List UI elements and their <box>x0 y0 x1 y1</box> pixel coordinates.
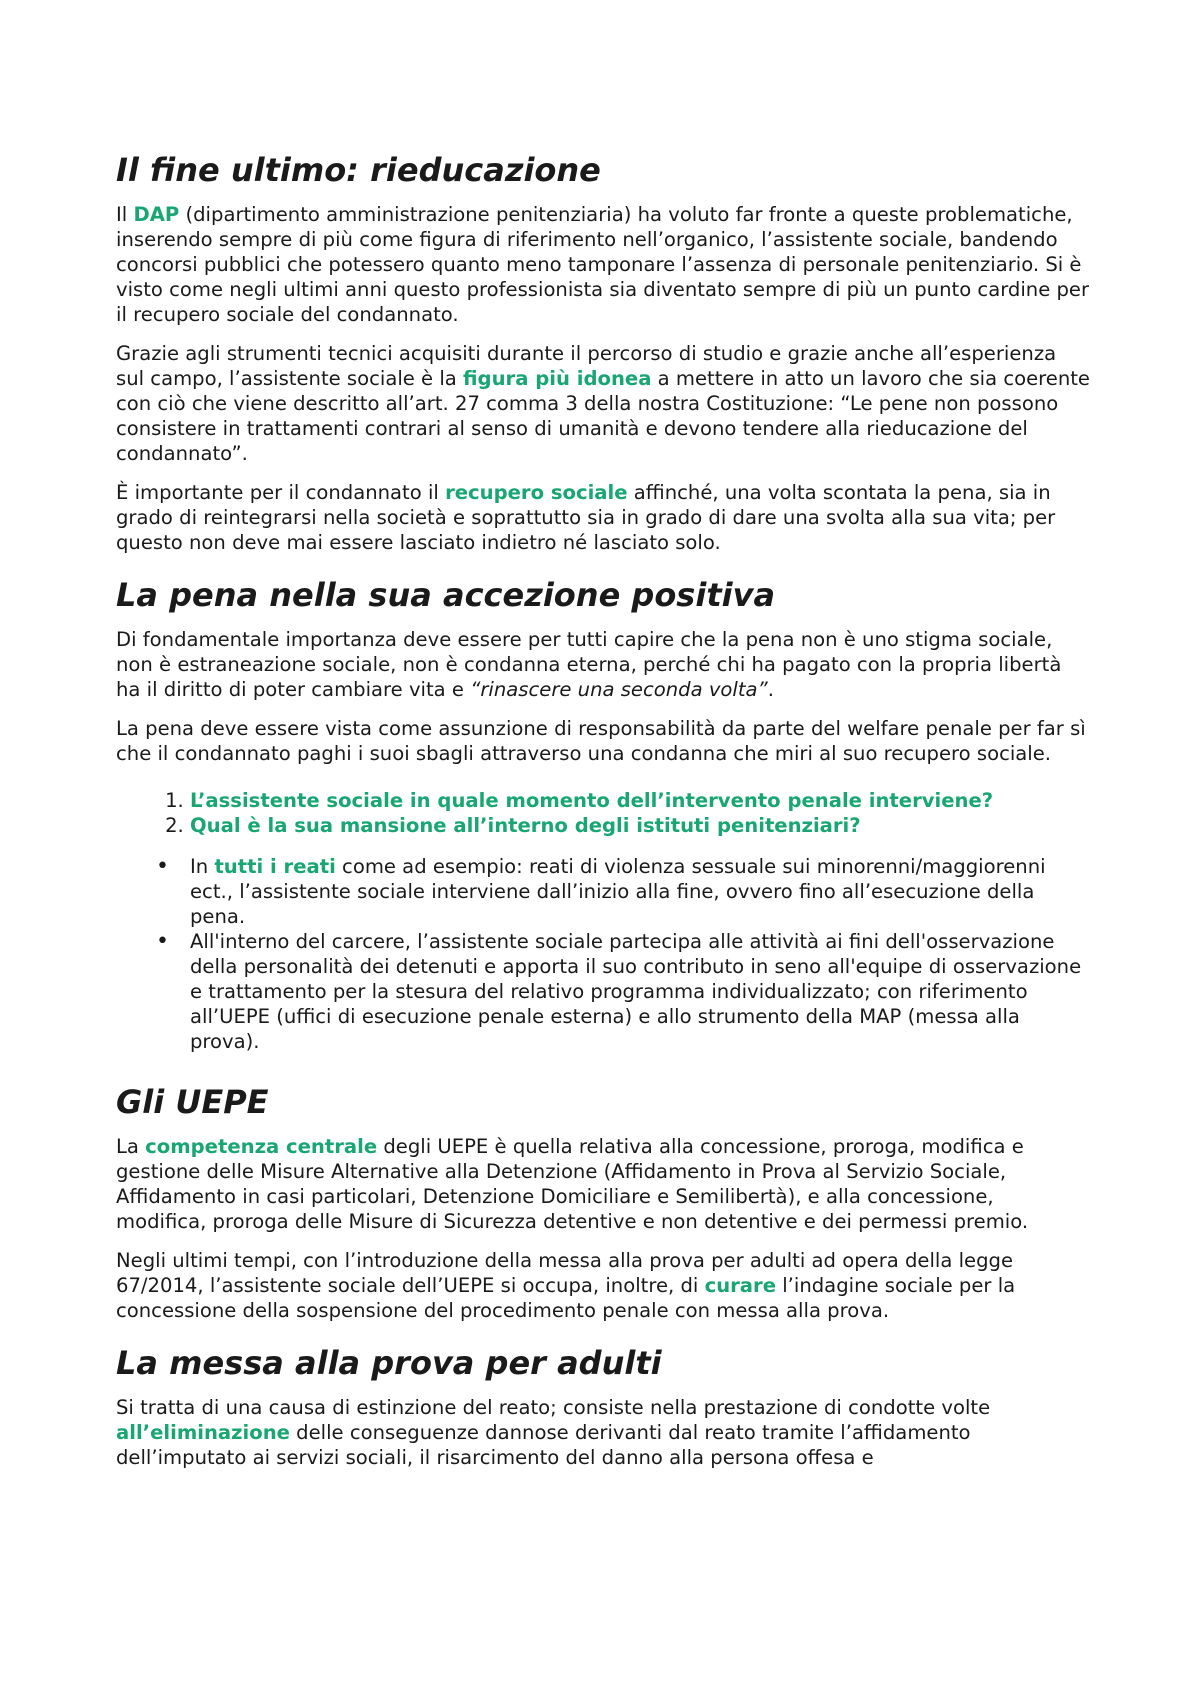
highlight-curare: curare <box>704 1274 776 1297</box>
paragraph: Si tratta di una causa di estinzione del reato; consiste nella prestazione di condotte volte all’eliminazione delle conseguenze dannose derivanti dal reato tramite l’affidamento dell’imputato ai servizi sociali, il risarcimento del danno alla persona offesa e <box>116 1396 991 1469</box>
list-item: • All'interno del carcere, l’assistente sociale partecipa alle attività ai fini dell'osservazione della personalità dei detenuti e apporta il suo contributo in seno all'equipe di osservazione e trattamento per la stesura del relativo programma individualizzato; con riferimento all’UEPE (uffici di esecuzione penale esterna) e allo strumento della MAP (messa alla prova). <box>190 929 1090 1054</box>
list-item: 2. Qual è la sua mansione all’interno degli istituti penitenziari? <box>190 813 1090 838</box>
questions-list <box>116 788 1090 838</box>
section-title-rieducazione: Il fine ultimo: rieducazione <box>116 151 601 189</box>
highlight-competenza: competenza centrale <box>145 1135 378 1158</box>
paragraph: Il DAP (dipartimento amministrazione penitenziaria) ha voluto far fronte a queste problematiche, inserendo sempre di più come figura di riferimento nell’organico, l’assistente sociale, bandendo concorsi pubblici che potessero quanto meno tamponare l’assenza di personale penitenziario. Si è visto come negli ultimi anni questo professionista sia diventato sempre di più un punto cardine per il recupero sociale del condannato. <box>116 203 1090 326</box>
paragraph: Di fondamentale importanza deve essere per tutti capire che la pena non è uno stigma sociale, non è estraneazione sociale, non è condanna eterna, perché chi ha pagato con la propria libertà ha il diritto di poter cambiare vita e “rinascere una seconda volta”. <box>116 628 1062 701</box>
paragraph: La competenza centrale degli UEPE è quella relativa alla concessione, proroga, modifica e gestione delle Misure Alternative alla Detenzione (Affidamento in Prova al Servizio Sociale, Affidamento in casi particolari, Detenzione Domiciliare e Semilibertà), e alla concessione, modifica, proroga delle Misure di Sicurezza detentive e non detentive e dei permessi premio. <box>116 1135 1029 1233</box>
section-title-uepe: Gli UEPE <box>116 1083 269 1121</box>
paragraph: Grazie agli strumenti tecnici acquisiti durante il percorso di studio e grazie anche all’esperienza sul campo, l’assistente sociale è la figura più idonea a mettere in atto un lavoro che sia coerente con ciò che viene descritto all’art. 27 comma 3 della nostra Costituzione: “Le pene non possono consistere in trattamenti contrari al senso di umanità e devono tendere alla rieducazione del condannato”. <box>116 342 1090 465</box>
highlight-dap: DAP <box>133 203 180 226</box>
list-item: 1. L’assistente sociale in quale momento dell’intervento penale interviene? <box>190 788 1090 813</box>
paragraph: È importante per il condannato il recupero sociale affinché, una volta scontata la pena, sia in grado di reintegrarsi nella società e soprattutto sia in grado di dare una svolta alla sua vita; per questo non deve mai essere lasciato indietro né lasciato solo. <box>116 481 1056 554</box>
section-title-pena: La pena nella sua accezione positiva <box>116 576 776 614</box>
highlight-eliminazione: all’eliminazione <box>116 1421 290 1444</box>
bullet-list <box>116 854 1090 1054</box>
highlight-recupero: recupero sociale <box>445 481 628 504</box>
highlight-reati: tutti i reati <box>214 855 336 878</box>
paragraph: Negli ultimi tempi, con l’introduzione della messa alla prova per adulti ad opera della legge 67/2014, l’assistente sociale dell’UEPE si occupa, inoltre, di curare l’indagine sociale per la concessione della sospensione del procedimento penale con messa alla prova. <box>116 1249 1016 1322</box>
list-item: • In tutti i reati come ad esempio: reati di violenza sessuale sui minorenni/maggiorenni ect., l’assistente sociale interviene dall’inizio alla fine, ovvero fino all’esecuzione della pena. <box>190 854 1090 929</box>
section-title-messa-alla-prova: La messa alla prova per adulti <box>116 1344 662 1382</box>
paragraph: La pena deve essere vista come assunzione di responsabilità da parte del welfare penale per far sì che il condannato paghi i suoi sbagli attraverso una condanna che miri al suo recupero sociale. <box>116 717 1086 765</box>
highlight-figura: figura più idonea <box>463 367 652 390</box>
quote-italic: “rinascere una seconda volta” <box>470 678 768 701</box>
